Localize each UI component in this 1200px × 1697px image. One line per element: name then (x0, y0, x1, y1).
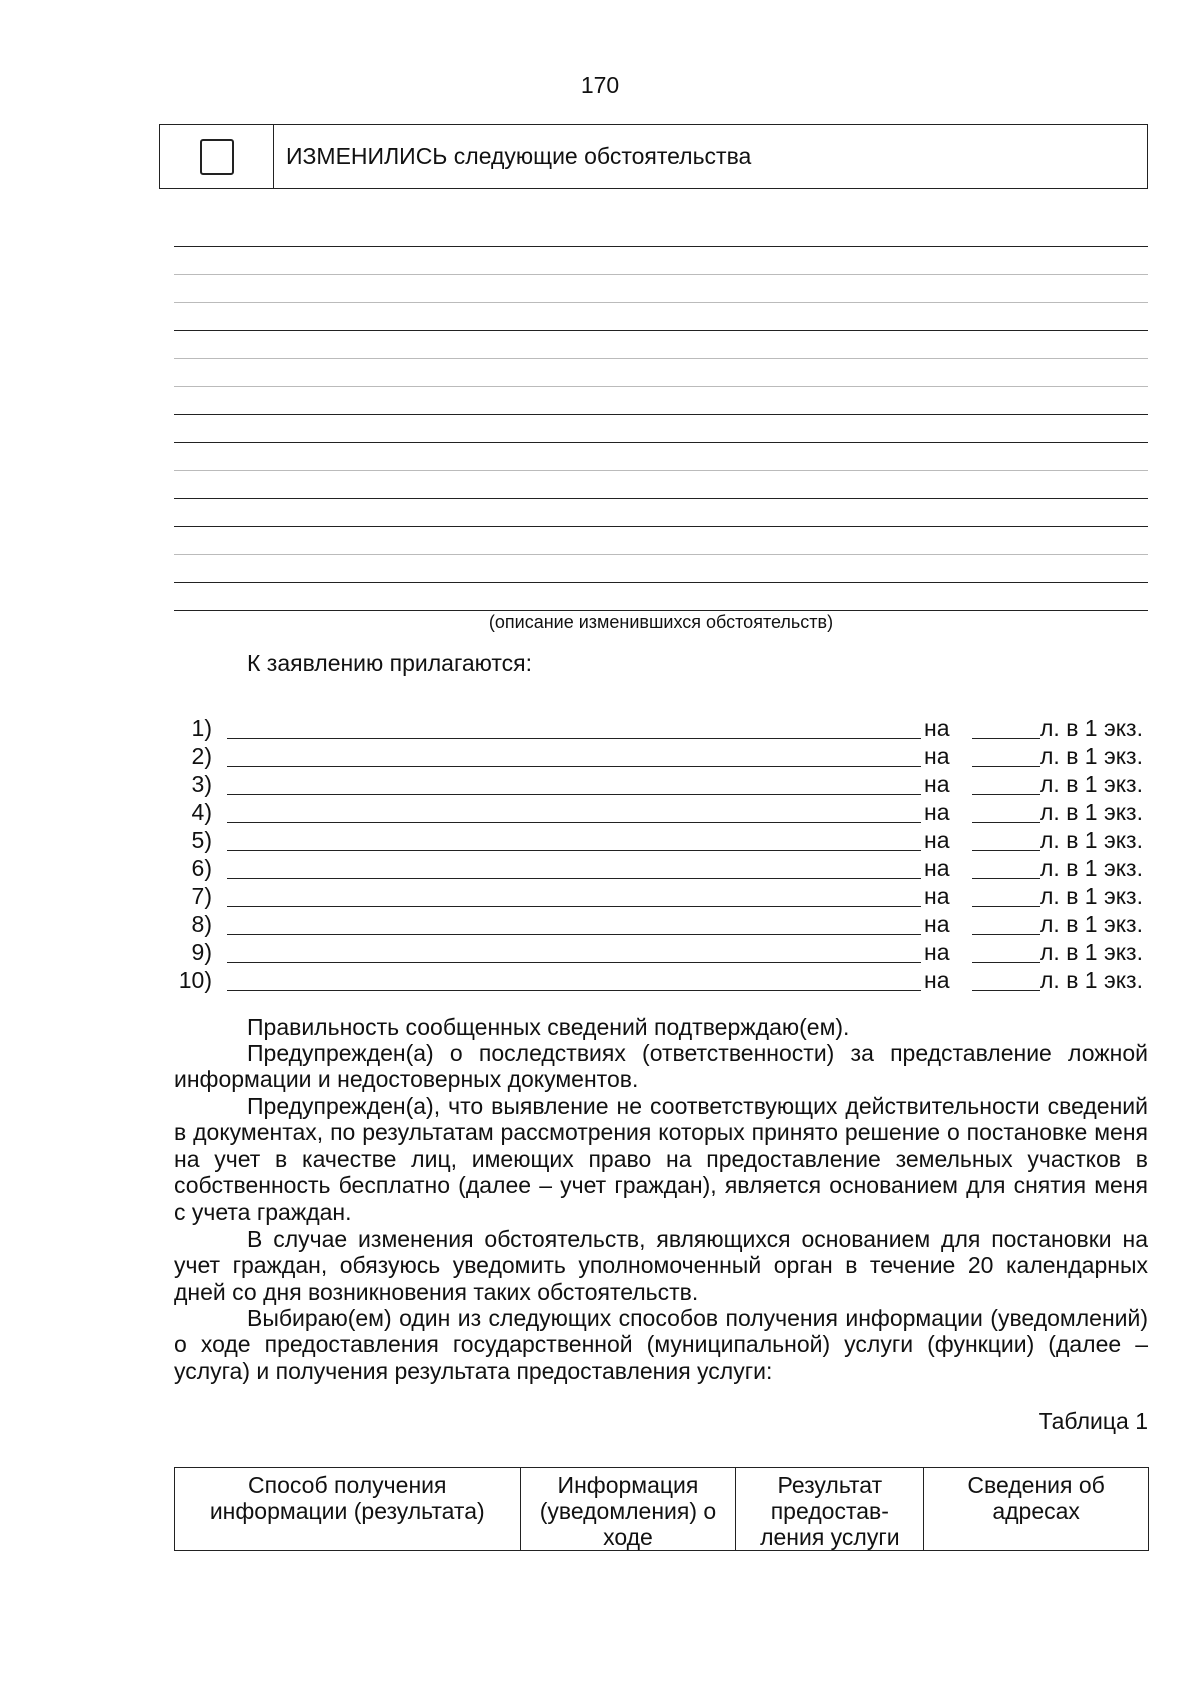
attachment-row (170, 939, 1160, 967)
attachment-row (170, 827, 1160, 855)
attachment-pages-field[interactable] (972, 794, 1040, 795)
attachment-row (170, 967, 1160, 995)
description-line[interactable] (174, 358, 1148, 359)
attachment-on-label: на (924, 715, 950, 741)
attachment-name-field[interactable] (227, 738, 921, 739)
paragraph-text: Правильность сообщенных сведений подтверждаю(ем). (247, 1014, 850, 1040)
attachment-copies-label: л. в 1 экз. (1040, 883, 1143, 909)
attachment-row (170, 883, 1160, 911)
checkbox-cell (160, 125, 274, 188)
description-line[interactable] (174, 470, 1148, 471)
paragraph-text: Предупрежден(а), что выявление не соответствующих действительности сведений в документах, по результатам рассмотрения которых принято решение о постановке меня на учет в качестве лиц, имеющих право на предоставление земельных участков в собственность бесплатно (далее – учет граждан), является основанием для снятия меня с учета граждан. (174, 1093, 1148, 1225)
attachment-number: 10) (178, 967, 212, 993)
attachment-copies-label: л. в 1 экз. (1040, 771, 1143, 797)
description-line[interactable] (174, 554, 1148, 555)
changed-circumstances-label: ИЗМЕНИЛИСЬ следующие обстоятельства (286, 143, 752, 169)
description-line[interactable] (174, 330, 1148, 331)
attachment-row (170, 911, 1160, 939)
attachment-name-field[interactable] (227, 822, 921, 823)
paragraph-text: Выбираю(ем) один из следующих способов получения информации (уведомлений) о ходе предоставления государственной (муниципальной) услуги (функции) (далее – услуга) и получения результата предоставления услуги: (174, 1305, 1148, 1384)
attachment-number: 2) (191, 743, 212, 769)
attachment-on-label: на (924, 827, 950, 853)
description-line[interactable] (174, 442, 1148, 443)
attachment-number: 7) (191, 883, 212, 909)
attachment-name-field[interactable] (227, 794, 921, 795)
attachment-name-field[interactable] (227, 850, 921, 851)
attachment-on-label: на (924, 967, 950, 993)
attachment-row (170, 743, 1160, 771)
paragraph-notify-obligation (174, 1226, 1148, 1305)
attachment-row (170, 799, 1160, 827)
methods-table (174, 1467, 1149, 1551)
attachment-on-label: на (924, 939, 950, 965)
changed-circumstances-checkbox[interactable] (200, 139, 234, 175)
attachment-name-field[interactable] (227, 934, 921, 935)
paragraph-false-info-warning (174, 1040, 1148, 1093)
attachment-row (170, 771, 1160, 799)
attachment-copies-label: л. в 1 экз. (1040, 827, 1143, 853)
attachment-on-label: на (924, 799, 950, 825)
attachment-pages-field[interactable] (972, 906, 1040, 907)
description-caption: (описание изменившихся обстоятельств) (488, 612, 834, 632)
attachment-name-field[interactable] (227, 878, 921, 879)
table-header-cell: Информация (уведомления) о ходе (520, 1468, 736, 1551)
description-line[interactable] (174, 274, 1148, 275)
attachment-pages-field[interactable] (972, 990, 1040, 991)
attachment-pages-field[interactable] (972, 822, 1040, 823)
table-header-row (175, 1468, 1149, 1551)
attachment-copies-label: л. в 1 экз. (1040, 855, 1143, 881)
paragraph-text: Предупрежден(а) о последствиях (ответственности) за представление ложной информации и недостоверных документов. (174, 1040, 1148, 1093)
attachment-pages-field[interactable] (972, 962, 1040, 963)
attachment-on-label: на (924, 883, 950, 909)
attachment-pages-field[interactable] (972, 934, 1040, 935)
attachment-number: 8) (191, 911, 212, 937)
attachment-row (170, 855, 1160, 883)
attachment-copies-label: л. в 1 экз. (1040, 743, 1143, 769)
attachment-copies-label: л. в 1 экз. (1040, 911, 1143, 937)
paragraph-confirmation (174, 1014, 1148, 1040)
attachment-copies-label: л. в 1 экз. (1040, 939, 1143, 965)
attachment-copies-label: л. в 1 экз. (1040, 799, 1143, 825)
attachment-pages-field[interactable] (972, 766, 1040, 767)
attachment-copies-label: л. в 1 экз. (1040, 967, 1143, 993)
attachment-on-label: на (924, 911, 950, 937)
attachment-name-field[interactable] (227, 962, 921, 963)
attachment-number: 9) (191, 939, 212, 965)
description-line[interactable] (174, 582, 1148, 583)
attachment-row (170, 715, 1160, 743)
attachment-pages-field[interactable] (972, 738, 1040, 739)
attachment-number: 6) (191, 855, 212, 881)
description-line[interactable] (174, 414, 1148, 415)
description-line[interactable] (174, 610, 1148, 611)
description-line[interactable] (174, 302, 1148, 303)
table-caption: Таблица 1 (1038, 1408, 1148, 1434)
attachment-on-label: на (924, 743, 950, 769)
description-line[interactable] (174, 526, 1148, 527)
table-header-cell: Способ получения информации (результата) (175, 1468, 521, 1551)
page-number: 170 (580, 72, 620, 98)
paragraph-deregistration-warning (174, 1093, 1148, 1225)
attachment-pages-field[interactable] (972, 878, 1040, 879)
attachment-number: 5) (191, 827, 212, 853)
table-header-cell: Сведения об адресах (924, 1468, 1149, 1551)
attachment-number: 4) (191, 799, 212, 825)
attachment-on-label: на (924, 771, 950, 797)
attachment-name-field[interactable] (227, 990, 921, 991)
paragraph-method-selection (174, 1305, 1148, 1384)
attachment-number: 1) (191, 715, 212, 741)
attachment-on-label: на (924, 855, 950, 881)
attachments-intro: К заявлению прилагаются: (247, 650, 533, 676)
description-line[interactable] (174, 386, 1148, 387)
attachment-copies-label: л. в 1 экз. (1040, 715, 1143, 741)
description-line[interactable] (174, 498, 1148, 499)
attachment-name-field[interactable] (227, 766, 921, 767)
description-line[interactable] (174, 246, 1148, 247)
paragraph-text: В случае изменения обстоятельств, являющихся основанием для постановки на учет граждан, обязуюсь уведомить уполномоченный орган в течение 20 календарных дней со дня возникновения таких обстоятельств. (174, 1226, 1148, 1305)
attachment-number: 3) (191, 771, 212, 797)
attachment-pages-field[interactable] (972, 850, 1040, 851)
table-header-cell: Результат предостав-ления услуги (736, 1468, 924, 1551)
attachment-name-field[interactable] (227, 906, 921, 907)
changed-circumstances-row (159, 124, 1148, 189)
